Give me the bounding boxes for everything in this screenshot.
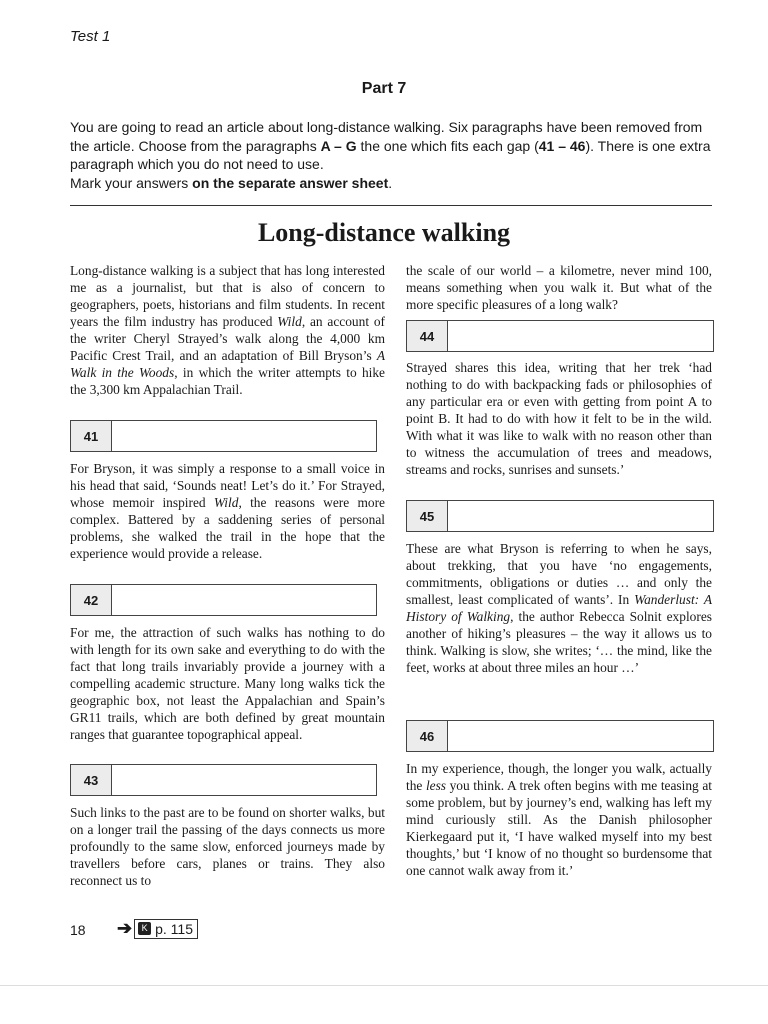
paragraph-links: Such links to the past are to be found on shorter walks, but on a longer trail the passing of the days connects us more profoundly to the same slow, enforced journeys made by travellers before cars, planes or trains. They also reconnect us to xyxy=(70,805,385,888)
key-icon: K xyxy=(138,922,151,935)
paragraph-wants: These are what Bryson is referring to when he says, about trekking, that you have ‘no engagements, commitments, obligations or duties … and only the smallest, least complicated of wants’. In Wanderlust: A History of Walking, the author Rebecca Solnit explores another of hiking’s pleasures – the way it allows us to think. Walking is slow, she writes; ‘… the mind, like the feet, works at about three miles an hour …’ xyxy=(406,541,712,675)
gap-number: 46 xyxy=(407,721,448,751)
instructions: You are going to read an article about long-distance walking. Six paragraphs have been removed from the article. Choose from the paragraphs A – G the one which fits each gap (41 – 46). There is one extra paragraph which you do not need to use. Mark your answers on the separate answer sheet. xyxy=(70,119,711,191)
paragraph-scale: the scale of our world – a kilometre, never mind 100, means something when you walk it. But what of the more specific pleasures of a long walk? xyxy=(406,263,712,312)
gap-43[interactable] xyxy=(70,764,377,796)
paragraph-attraction: For me, the attraction of such walks has nothing to do with length for its own sake and everything to do with the fact that long trails invariably provide a journey with a compelling academic structure. Many long walks tick the geographic box, not least the Appalachian and Spain’s GR11 trails, which are both defined by great mountain ranges that guarantee topographical appeal. xyxy=(70,625,385,742)
divider xyxy=(70,205,712,206)
reference-box xyxy=(134,919,198,939)
gap-number: 45 xyxy=(407,501,448,531)
arrow-right-icon: ➔ xyxy=(117,918,133,938)
gap-46[interactable] xyxy=(406,720,714,752)
part-title: Part 7 xyxy=(361,80,407,97)
gap-44[interactable] xyxy=(406,320,714,352)
gap-41[interactable] xyxy=(70,420,377,452)
test-label: Test 1 xyxy=(70,28,111,45)
paragraph-bryson: For Bryson, it was simply a response to a small voice in his head that said, ‘Sounds neat! Let’s do it.’ For Strayed, whose memoir inspired Wild, the reasons were more complex. Battered by a saddening series of personal problems, she walked the trail in the hope that the experience would provide a release. xyxy=(70,461,385,561)
gap-number: 42 xyxy=(71,585,112,615)
gap-number: 43 xyxy=(71,765,112,795)
answer-key-reference[interactable] xyxy=(117,918,198,939)
reference-page: p. 115 xyxy=(155,920,193,937)
gap-42[interactable] xyxy=(70,584,377,616)
gap-number: 41 xyxy=(71,421,112,451)
paragraph-intro: Long-distance walking is a subject that has long interested me as a journalist, but that is also of concern to geographers, poets, historians and film students. In recent years the film industry has produced Wild, an account of the writer Cheryl Strayed’s walk along the 4,000 km Pacific Crest Trail, and an adaptation of Bill Bryson’s A Walk in the Woods, in which the writer attempts to hike the 3,300 km Appalachian Trail. xyxy=(70,263,386,397)
paragraph-experience: In my experience, though, the longer you walk, actually the less you think. A trek often begins with me teasing at some problem, but by journey’s end, walking has left my mind curiously still. As the Danish philosopher Kierkegaard put it, ‘I have walked myself into my best thoughts,’ but ‘I know of no thought so burdensome that one cannot walk away from it.’ xyxy=(406,761,712,878)
gap-number: 44 xyxy=(407,321,448,351)
page-number: 18 xyxy=(70,922,86,938)
article-title: Long-distance walking xyxy=(257,218,511,247)
page-edge xyxy=(0,985,768,986)
paragraph-strayed: Strayed shares this idea, writing that her trek ‘had nothing to do with backpacking fads or philosophies of any particular era or even with getting from point A to point B. It had to do with how it felt to be in the wild. With what it was like to walk with no reason other than to witness the accumulation of trees and meadows, streams and rocks, sunrises and sunsets.’ xyxy=(406,360,712,477)
gap-45[interactable] xyxy=(406,500,714,532)
